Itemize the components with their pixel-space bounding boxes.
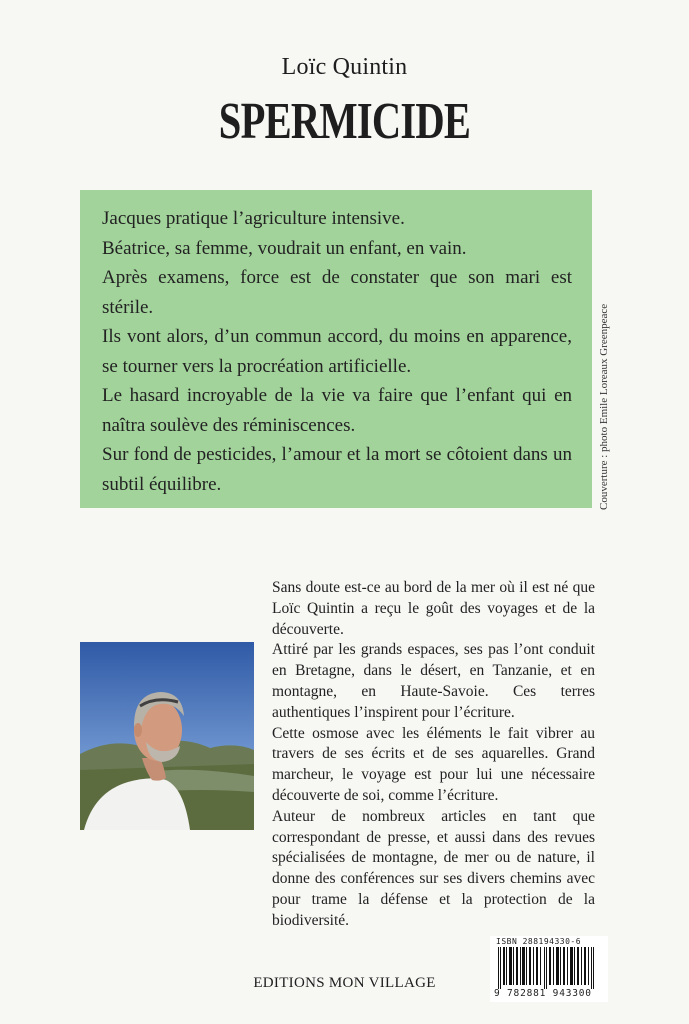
barcode-number: 9 782881 943300 [494,988,592,999]
bio-paragraph: Sans doute est-ce au bord de la mer où il est né que Loïc Quintin a reçu le goût des voyages et de la découverte. [272,579,595,638]
photo-credit: Couverture : photo Emile Loreaux Greenpeace [598,303,610,510]
isbn-number: ISBN 288194330-6 [496,937,582,946]
blurb-line: Le hasard incroyable de la vie va faire que l’enfant qui en naîtra soulève des réminiscences. [102,385,572,436]
bio-paragraph: Attiré par les grands espaces, ses pas l’ont conduit en Bretagne, dans le désert, en Tanzanie, et en montagne, en Haute-Savoie. Ces terres authentiques l’inspirent pour l’écriture. [272,641,595,721]
barcode-icon [496,947,604,989]
author-bio [272,578,595,932]
author-photo [80,642,254,830]
book-title: SPERMICIDE [218,93,471,150]
blurb-line: Sur fond de pesticides, l’amour et la mort se côtoient dans un subtil équilibre. [102,444,572,495]
author-name: Loïc Quintin [281,54,408,80]
bio-paragraph: Auteur de nombreux articles en tant que correspondant de presse, et aussi dans des revues spécialisées de montagne, de mer ou de nature, il donne des conférences sur ses divers chemins avec pour trame la défense et la protection de la biodiversité. [272,807,595,929]
isbn-barcode-block [490,936,608,1002]
publisher-name: EDITIONS MON VILLAGE [253,975,436,991]
blurb-line: Après examens, force est de constater que son mari est stérile. [102,267,572,318]
blurb-line: Béatrice, sa femme, voudrait un enfant, en vain. [102,237,467,259]
blurb-line: Ils vont alors, d’un commun accord, du moins en apparence, se tourner vers la procréation artificielle. [102,326,572,377]
author-photo-illustration [80,642,254,830]
blurb-line: Jacques pratique l’agriculture intensive. [102,208,405,229]
bio-paragraph: Cette osmose avec les éléments le fait vibrer au travers de ses écrits et de ses aquarelles. Grand marcheur, le voyage est pour lui une nécessaire découverte de soi, comme l’écriture. [272,724,595,804]
blurb-box [80,190,592,508]
